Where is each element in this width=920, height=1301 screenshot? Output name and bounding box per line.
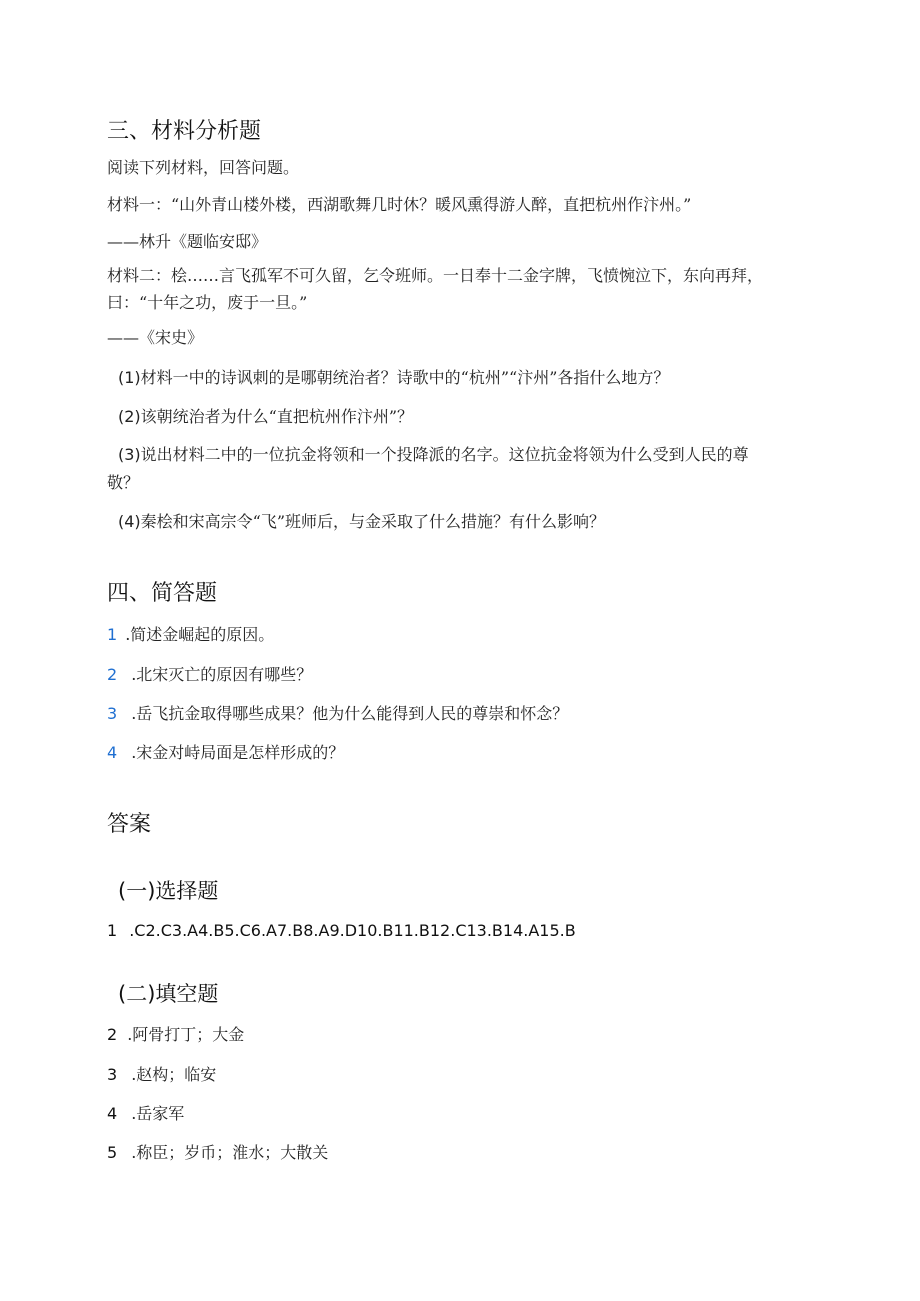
item-text: .赵构；临安: [131, 1065, 217, 1084]
question-text: 该朝统治者为什么“直把杭州作汴州”？: [140, 407, 414, 426]
intro-text: 阅读下列材料，回答问题。: [107, 158, 300, 177]
item-number: 1: [107, 921, 118, 940]
item-text: .岳飞抗金取得哪些成果？他为什么能得到人民的尊崇和怀念？: [131, 704, 569, 723]
material-two-line2: 曰：“十年之功，废于一旦。”: [107, 293, 308, 312]
list-item: [107, 1065, 216, 1085]
question-4: [118, 512, 605, 532]
item-number: 4: [107, 743, 118, 762]
answers-fill-title: (二)填空题: [118, 982, 219, 1006]
item-number: 3: [107, 704, 118, 723]
list-item: [107, 625, 274, 645]
answers-choice-title: (一)选择题: [118, 879, 219, 903]
list-item: [107, 1104, 184, 1124]
question-number: (3): [118, 445, 141, 464]
list-item: [107, 743, 344, 763]
question-text: 材料一中的诗讽刺的是哪朝统治者？诗歌中的“杭州”“汴州”各指什么地方？: [140, 368, 670, 387]
item-text: .简述金崛起的原因。: [125, 625, 275, 644]
question-3: [118, 445, 749, 465]
question-3-line2: 敬？: [107, 473, 140, 492]
item-text: .宋金对峙局面是怎样形成的？: [131, 743, 345, 762]
section-title-short-answer: 四、简答题: [107, 581, 218, 606]
material-one-source: ——林升《题临安邸》: [107, 232, 268, 251]
item-number: 1: [107, 625, 118, 644]
question-text: 秦桧和宋高宗令“飞”班师后，与金采取了什么措施？有什么影响？: [140, 512, 606, 531]
question-1: [118, 368, 669, 388]
item-text: .C2.C3.A4.B5.C6.A7.B8.A9.D10.B11.B12.C13.B14.A15.B: [129, 921, 576, 940]
question-text: 说出材料二中的一位抗金将领和一个投降派的名字。这位抗金将领为什么受到人民的尊: [140, 445, 749, 464]
question-number: (2): [118, 407, 141, 426]
list-item: [107, 1025, 244, 1045]
item-text: .阿骨打丁；大金: [127, 1025, 245, 1044]
item-number: 2: [107, 1025, 118, 1044]
item-text: .岳家军: [131, 1104, 185, 1123]
item-text: .北宋灭亡的原因有哪些？: [131, 665, 313, 684]
question-number: (4): [118, 512, 141, 531]
answers-choice-line: [107, 921, 576, 940]
question-number: (1): [118, 368, 141, 387]
material-two-source: ——《宋史》: [107, 328, 204, 347]
item-number: 2: [107, 665, 118, 684]
list-item: [107, 1143, 328, 1163]
item-number: 4: [107, 1104, 118, 1123]
answers-title: 答案: [107, 812, 152, 837]
material-one: 材料一：“山外青山楼外楼，西湖歌舞几时休？暖风熏得游人醉，直把杭州作汴州。”: [107, 195, 692, 214]
item-text: .称臣；岁币；淮水；大散关: [131, 1143, 329, 1162]
item-number: 5: [107, 1143, 118, 1162]
list-item: [107, 704, 568, 724]
list-item: [107, 665, 312, 685]
material-two-line1: 材料二：桧……言飞孤军不可久留，乞令班师。一日奉十二金字牌，飞愤惋泣下，东向再拜，: [107, 266, 764, 285]
item-number: 3: [107, 1065, 118, 1084]
question-2: [118, 407, 413, 427]
section-title-material-analysis: 三、材料分析题: [107, 119, 262, 144]
